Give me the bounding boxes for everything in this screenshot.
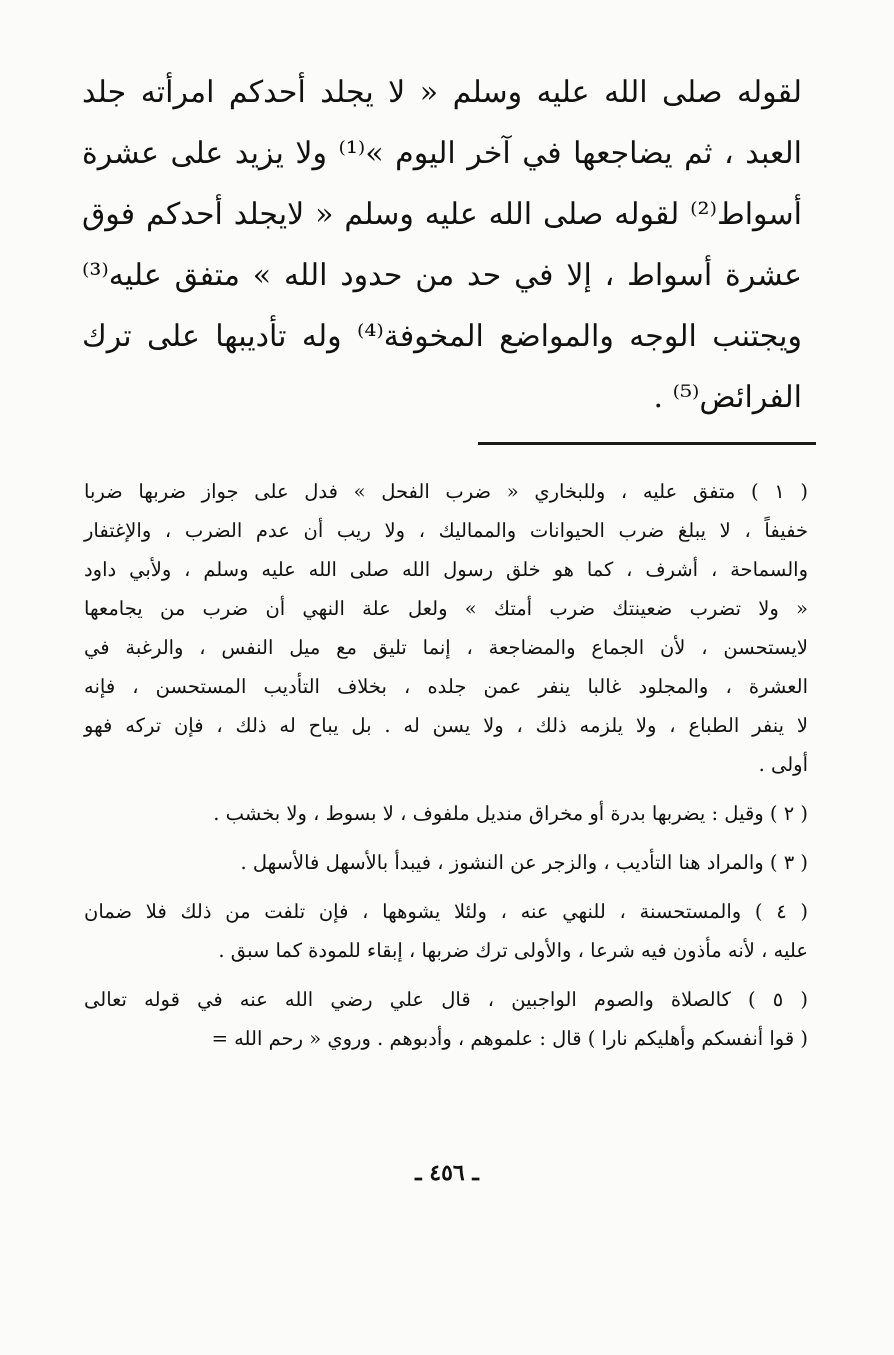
footnote-line: ( ١ ) متفق عليه ، وللبخاري « ضرب الفحل » فدل على جواز ضربها ضربا bbox=[84, 480, 808, 503]
footnote-line: ( ٤ ) والمستحسنة ، للنهي عنه ، ولئلا يشوهها ، فإن تلفت من ذلك فلا ضمان bbox=[84, 900, 808, 923]
footnote-4 bbox=[84, 892, 808, 970]
footnote-2 bbox=[84, 794, 808, 833]
page-number: ـ ٤٥٦ ـ bbox=[415, 1160, 479, 1186]
footnote-1 bbox=[84, 472, 808, 784]
footnote-line: ( ٣ ) والمراد هنا التأديب ، والزجر عن النشوز ، فيبدأ بالأسهل فالأسهل . bbox=[240, 851, 808, 874]
footnote-line: لايستحسن ، لأن الجماع والمضاجعة ، إنما تليق مع ميل النفس ، والرغبة في bbox=[84, 636, 808, 659]
footnote-line: « ولا تضرب ضعينتك ضرب أمتك » ولعل علة النهي أن ضرب من يجامعها bbox=[84, 597, 808, 620]
main-text-line: أسواط⁽²⁾ لقوله صلى الله عليه وسلم « لايجلد أحدكم فوق bbox=[82, 197, 802, 232]
footnote-5 bbox=[84, 980, 808, 1058]
footnote-line: أولى . bbox=[758, 753, 808, 776]
footnote-line: ( قوا أنفسكم وأهليكم نارا ) قال : علموهم ، وأدبوهم . وروي « رحم الله = bbox=[211, 1027, 808, 1050]
footnote-line: لا ينفر الطباع ، ولا يلزمه ذلك ، ولا يسن له . بل يباح له ذلك ، فإن تركه فهو bbox=[84, 714, 808, 737]
main-text-line: ويجتنب الوجه والمواضع المخوفة⁽⁴⁾ وله تأديبها على ترك bbox=[82, 319, 802, 354]
footnote-line: والسماحة ، أشرف ، كما هو خلق رسول الله صلى الله عليه وسلم ، ولأبي داود bbox=[84, 558, 808, 581]
footnote-line: ( ٢ ) وقيل : يضربها بدرة أو مخراق منديل ملفوف ، لا بسوط ، ولا بخشب . bbox=[213, 802, 808, 825]
footnotes bbox=[84, 472, 808, 1068]
footnote-3 bbox=[84, 843, 808, 882]
main-text-line: العبد ، ثم يضاجعها في آخر اليوم »⁽¹⁾ ولا يزيد على عشرة bbox=[82, 136, 802, 171]
main-text-line: عشرة أسواط ، إلا في حد من حدود الله » متفق عليه⁽³⁾ bbox=[82, 258, 802, 293]
footnote-line: عليه ، لأنه مأذون فيه شرعا ، والأولى ترك ضربها ، إبقاء للمودة كما سبق . bbox=[218, 939, 808, 962]
main-text-line: الفرائض⁽⁵⁾ . bbox=[653, 380, 802, 415]
main-text bbox=[82, 62, 802, 428]
footnote-line: خفيفاً ، لا يبلغ ضرب الحيوانات والمماليك ، ولا ريب أن عدم الضرب ، والإغتفار bbox=[84, 519, 808, 542]
footnote-divider bbox=[478, 442, 816, 445]
main-text-line: لقوله صلى الله عليه وسلم « لا يجلد أحدكم امرأته جلد bbox=[82, 75, 802, 110]
footnote-line: العشرة ، والمجلود غالبا ينفر عمن جلده ، بخلاف التأديب المستحسن ، فإنه bbox=[84, 675, 808, 698]
footnote-line: ( ٥ ) كالصلاة والصوم الواجبين ، قال علي رضي الله عنه في قوله تعالى bbox=[84, 988, 808, 1011]
